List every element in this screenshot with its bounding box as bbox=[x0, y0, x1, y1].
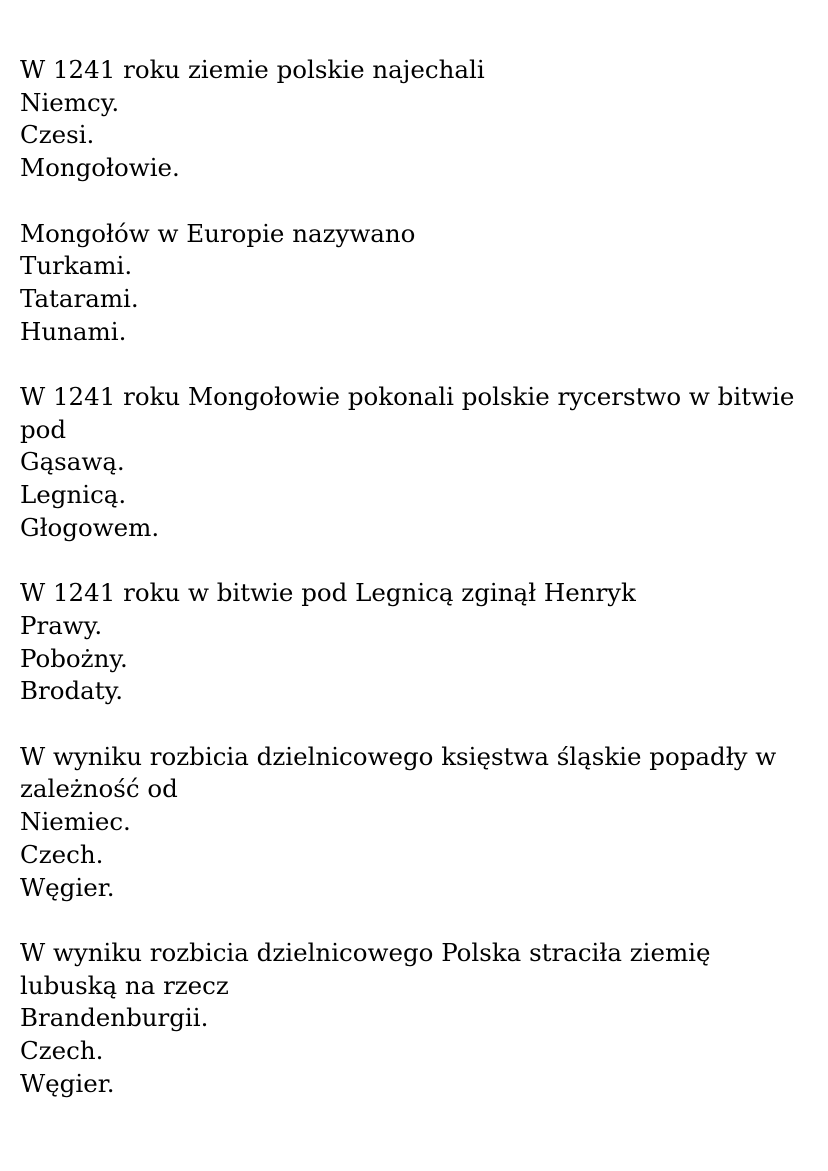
answer-option: Turkami. bbox=[20, 251, 133, 281]
answer-option: Tatarami. bbox=[20, 283, 139, 313]
answer-option: Niemiec. bbox=[20, 807, 131, 837]
answer-option: Prawy. bbox=[20, 610, 103, 640]
question-text: Mongołów w Europie nazywano bbox=[20, 218, 416, 248]
question-text: W 1241 roku w bitwie pod Legnicą zginął Henryk bbox=[20, 578, 636, 608]
answer-option: Niemcy. bbox=[20, 87, 120, 117]
answer-option: Gąsawą. bbox=[20, 447, 125, 477]
question-6 bbox=[20, 937, 800, 1101]
answer-option: Węgier. bbox=[20, 872, 115, 902]
question-5 bbox=[20, 741, 800, 905]
answer-option: Brandenburgii. bbox=[20, 1003, 209, 1033]
question-1 bbox=[20, 54, 800, 185]
quiz-document bbox=[20, 54, 800, 1133]
answer-option: Pobożny. bbox=[20, 643, 128, 673]
answer-option: Legnicą. bbox=[20, 480, 127, 510]
answer-option: Węgier. bbox=[20, 1068, 115, 1098]
question-text: W wyniku rozbicia dzielnicowego księstwa śląskie popadły w zależność od bbox=[20, 741, 777, 804]
answer-option: Czech. bbox=[20, 1036, 104, 1066]
question-text: W 1241 roku ziemie polskie najechali bbox=[20, 55, 485, 84]
question-2 bbox=[20, 218, 800, 349]
answer-option: Czesi. bbox=[20, 120, 95, 150]
answer-option: Mongołowie. bbox=[20, 153, 180, 183]
question-3 bbox=[20, 381, 800, 545]
answer-option: Czech. bbox=[20, 839, 104, 869]
question-text: W wyniku rozbicia dzielnicowego Polska straciła ziemię lubuską na rzecz bbox=[20, 937, 711, 1000]
question-4 bbox=[20, 577, 800, 708]
answer-option: Brodaty. bbox=[20, 676, 123, 706]
answer-option: Głogowem. bbox=[20, 512, 160, 542]
answer-option: Hunami. bbox=[20, 316, 127, 346]
question-text: W 1241 roku Mongołowie pokonali polskie rycerstwo w bitwie pod bbox=[20, 382, 795, 444]
